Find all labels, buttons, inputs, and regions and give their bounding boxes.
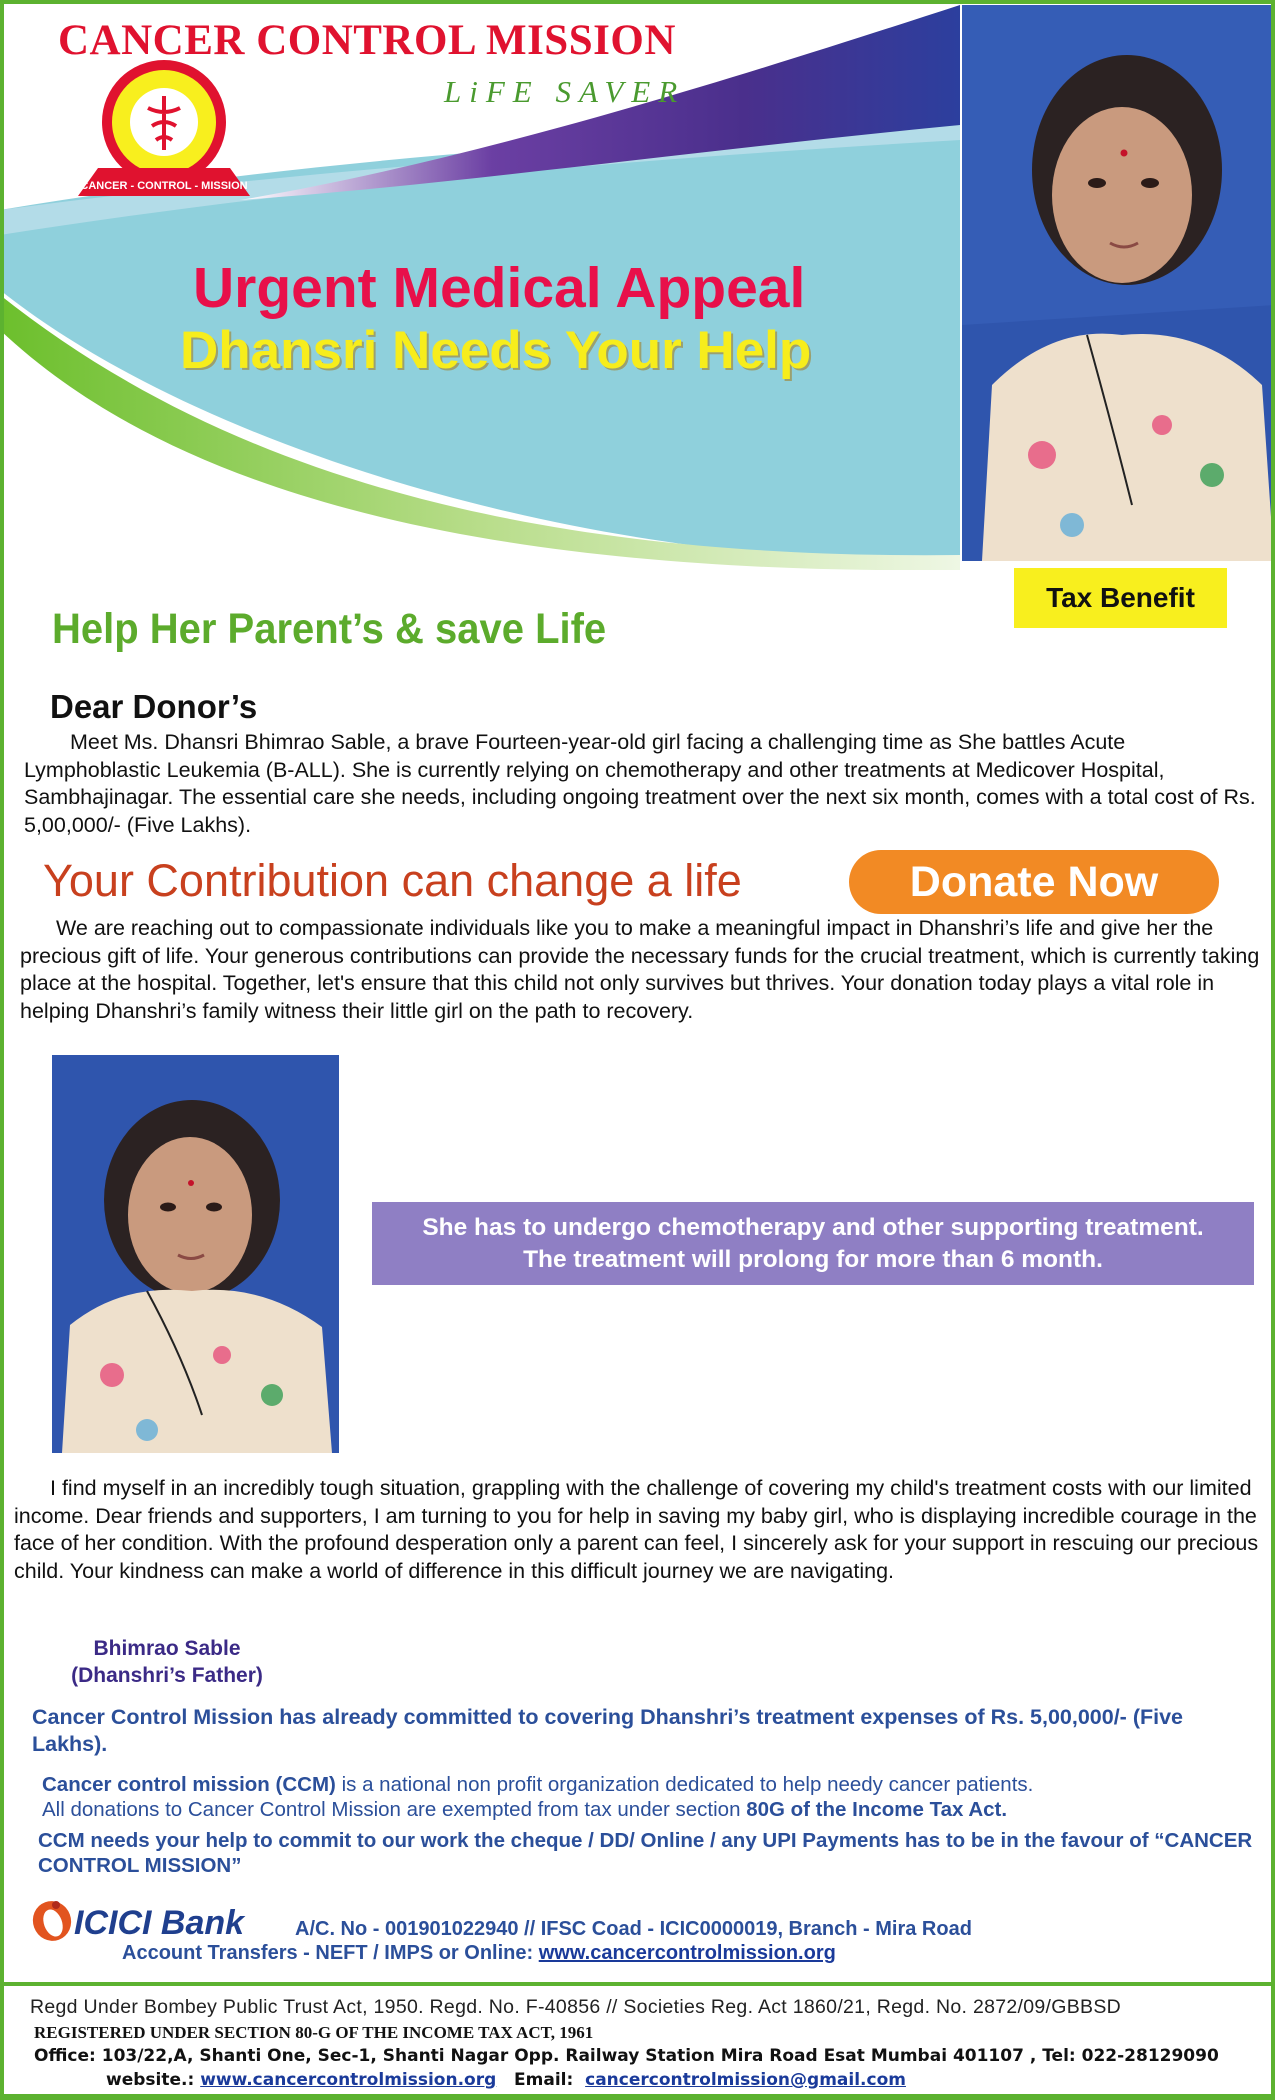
- bank-transfer-line: [122, 1942, 836, 1965]
- tax-benefit-badge: Tax Benefit: [1014, 568, 1227, 628]
- transfer-website-link[interactable]: www.cancercontrolmission.org: [538, 1942, 836, 1964]
- ccm-about-bold: Cancer control mission (CCM): [42, 1773, 336, 1796]
- bank-account-line: A/C. No - 001901022940 // IFSC Coad - ICIC0000019, Branch - Mira Road: [295, 1918, 972, 1940]
- ccm-about: [42, 1772, 1262, 1822]
- cancer-control-mission-logo: [68, 56, 260, 202]
- treatment-info-box: [372, 1202, 1254, 1285]
- patient-photo-top: [962, 5, 1274, 561]
- patient-photo-middle: [52, 1055, 339, 1453]
- footer-divider: [0, 1982, 1275, 1986]
- email-label: Email:: [496, 2070, 586, 2090]
- footer-80g-registration: REGISTERED UNDER SECTION 80-G OF THE INCOME TAX ACT, 1961: [34, 2023, 594, 2042]
- website-label: website.:: [106, 2070, 201, 2090]
- intro-paragraph: Meet Ms. Dhansri Bhimrao Sable, a brave Fourteen-year-old girl facing a challenging time as She battles Acute Lymphoblastic Leukemia (B-ALL). She is currently relying on chemotherapy and other treatments at Medicover Hospital, Sambhajinagar. The essential care she needs, including ongoing treatment over the next six month, comes with a total cost of Rs. 5,00,000/- (Five Lakhs).: [24, 730, 1256, 837]
- dear-donors-heading: Dear Donor’s: [50, 688, 258, 725]
- ccm-about-text: is a national non profit organization dedicated to help needy cancer patients.: [335, 1773, 1034, 1796]
- ccm-payment-note: CCM needs your help to commit to our work the cheque / DD/ Online / any UPI Payments has to be in the favour of “CANCER CONTROL MISSION”: [38, 1829, 1253, 1877]
- org-tagline: LiFE SAVER: [444, 74, 686, 109]
- contribution-heading: Your Contribution can change a life: [43, 855, 742, 906]
- appeal-subheading: Dhansri Needs Your Help: [180, 321, 812, 380]
- ccm-exempt-text: All donations to Cancer Control Mission are exempted from tax under section: [42, 1798, 747, 1821]
- ccm-commitment: Cancer Control Mission has already committed to covering Dhanshri’s treatment expenses of Rs. 5,00,000/- (Five Lakhs).: [32, 1705, 1183, 1756]
- signature: [52, 1635, 282, 1689]
- signature-name: Bhimrao Sable: [93, 1637, 241, 1660]
- logo-caption: CANCER - CONTROL - MISSION: [80, 180, 248, 192]
- father-plea-paragraph: I find myself in an incredibly tough situation, grappling with the challenge of covering my child's treatment costs with our limited income. Dear friends and supporters, I am turning to you for help in saving my baby girl, who is displaying incredible courage in the face of her condition. With the profound desperation only a parent can feel, I sincerely ask for your support in rescuing our precious child. Your kindness can make a world of difference in this difficult journey we are navigating.: [14, 1476, 1259, 1583]
- appeal-paragraph: We are reaching out to compassionate individuals like you to make a meaningful impact in Dhanshri’s life and give her the precious gift of life. Your generous contributions can provide the necessary funds for the crucial treatment, which is currently taking place at the hospital. Together, let's ensure that this child not only survives but thrives. Your donation today plays a vital role in helping Dhanshri’s family witness their little girl on the path to recovery.: [20, 916, 1260, 1023]
- ccm-exempt-bold: 80G of the Income Tax Act.: [746, 1798, 1008, 1821]
- treatment-line-1: She has to undergo chemotherapy and other supporting treatment.: [422, 1214, 1204, 1241]
- org-title: CANCER CONTROL MISSION: [58, 17, 676, 64]
- icici-bank-logo: [30, 1893, 285, 1943]
- footer-registration: Regd Under Bombey Public Trust Act, 1950. Regd. No. F-40856 // Societies Reg. Act 1860/21, Regd. No. 2872/09/GBBSD: [30, 1996, 1122, 2018]
- signature-relation: (Dhanshri’s Father): [71, 1664, 263, 1687]
- appeal-heading: Urgent Medical Appeal: [193, 256, 806, 320]
- help-her-heading: Help Her Parent’s & save Life: [52, 605, 607, 653]
- treatment-line-2: The treatment will prolong for more than 6 month.: [523, 1246, 1103, 1273]
- footer-email-link[interactable]: cancercontrolmission@gmail.com: [585, 2070, 906, 2090]
- transfer-label: Account Transfers - NEFT / IMPS or Online:: [122, 1942, 539, 1964]
- bank-name: ICICI Bank: [74, 1904, 245, 1942]
- footer-office-address: Office: 103/22,A, Shanti One, Sec-1, Shanti Nagar Opp. Railway Station Mira Road Esat Mumbai 401107 , Tel: 022-28129090: [34, 2046, 1219, 2066]
- footer-website-link[interactable]: www.cancercontrolmission.org: [200, 2070, 497, 2090]
- donate-now-button[interactable]: Donate Now: [849, 850, 1219, 914]
- footer-contact: [106, 2070, 906, 2090]
